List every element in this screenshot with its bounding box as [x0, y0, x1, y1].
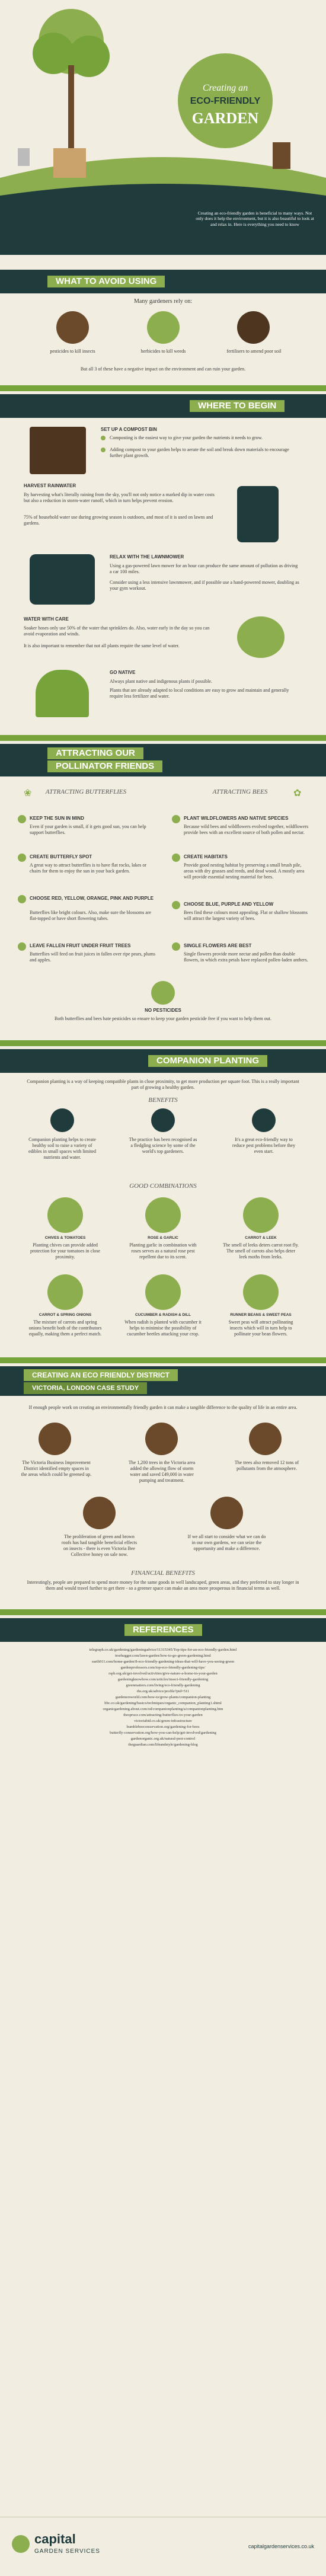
reference: organicgardening.about.com/od/companionplanting/a/companionplanting.htm [103, 1707, 223, 1711]
district-band [0, 1366, 326, 1396]
avoid-band [0, 270, 326, 293]
grass-divider [0, 1609, 326, 1615]
compost-text-2: Adding compost to your garden helps to aerate the soil and break down materials to encourage further plant growth. [110, 447, 289, 458]
colour-icon [172, 901, 180, 909]
colour-icon [18, 895, 26, 903]
rain-barrel-illustration [237, 486, 279, 542]
care-text-2: It is also important to remember that not all plants require the same level of water. [24, 643, 180, 648]
district-header-1: CREATING AN ECO FRIENDLY DISTRICT [24, 1369, 178, 1381]
habitat-icon [172, 854, 180, 862]
rose-garlic-icon [145, 1197, 181, 1233]
lawnmower-illustration [30, 554, 95, 605]
companion-band [0, 1049, 326, 1073]
title-line-1: Creating an [202, 83, 248, 93]
bee-tip-title: SINGLE FLOWERS ARE BEST [184, 943, 252, 948]
care-text-1: Soaker hoses only use 50% of the water that sprinklers do. Also, water early in the day so you can avoid evaporation and winds. [24, 625, 210, 637]
hose-illustration [237, 616, 285, 658]
district-fact: The trees also removed 12 tons of pollutants from the atmosphere. [234, 1460, 299, 1471]
brand-tagline: GARDEN SERVICES [34, 2548, 100, 2555]
butterfly-tip-text: A great way to attract butterflies is to have flat rocks, lakes or chairs for them to enjoy the sun in your back garden. [30, 862, 147, 874]
grass-divider [0, 1040, 326, 1046]
combo-text: Sweet peas will attract pollinating insects which will in turn help to pollinate your bean flowers. [228, 1319, 293, 1337]
bean-pea-icon [243, 1274, 279, 1310]
empty-space-icon [39, 1423, 71, 1455]
title-line-3: GARDEN [191, 110, 259, 127]
compost-illustration [30, 427, 86, 474]
reference: treehugger.com/lawn-garden/how-to-go-green-gardening.html [115, 1654, 211, 1658]
rock-icon [18, 854, 26, 862]
relax-text-1: Using a gas-powered lawn mower for an hour can produce the same amount of pollution as driving a car 100 miles. [110, 563, 298, 574]
bullet-icon [101, 448, 106, 452]
reference: earth911.com/home-garden/8-eco-friendly-gardening-ideas-that-will-have-you-seeing-green [92, 1660, 234, 1664]
reference: bumblebeeconservation.org/gardening-for-bees [126, 1725, 200, 1729]
care-title: WATER WITH CARE [24, 616, 69, 622]
combo-title: CHIVES & TOMATOES [44, 1236, 86, 1240]
district-fact: The proliferation of green and brown roofs has had tangible beneficial effects on insects - there is even Victoria Bee Collective honey on sale now. [61, 1534, 138, 1557]
financial-title: FINANCIAL BENEFITS [131, 1570, 195, 1577]
relax-title: RELAX WITH THE LAWNMOWER [110, 554, 184, 560]
combo-text: Planting garlic in combination with roses serves as a natural rose pest repellent due to its scent. [129, 1242, 197, 1260]
begin-band [0, 394, 326, 418]
chives-tomatoes-icon [47, 1197, 83, 1233]
reference: telegraph.co.uk/gardening/gardeningadvice/11315345/Top-tips-for-an-eco-friendly-garden.html [89, 1648, 237, 1652]
leaf-logo-icon [12, 2535, 30, 2553]
bee-icon: ✿ [293, 788, 302, 798]
bee-hive-icon [83, 1497, 116, 1529]
avoid-header: WHAT TO AVOID USING [47, 276, 165, 287]
combo-title: CUCUMBER & RADISH & DILL [135, 1313, 191, 1317]
native-plants-illustration [36, 670, 89, 717]
cucumber-radish-icon [145, 1274, 181, 1310]
soil-icon [237, 311, 270, 344]
reference: thespruce.com/attracting-butterflies-to-your-garden [123, 1713, 203, 1717]
financial-text: Interestingly, people are prepared to spend more money for the same goods in well landscaped, green areas, and they preferred to stay longer in them and would travel further to get there - so a greener space can make an area more prosperous in financial terms as well. [27, 1580, 299, 1591]
rain-text-1: By harvesting what's literally raining from the sky, you'll not only notice a marked dip in water costs but also a reduction in storm-water runoff, which in turn helps prevent erosion. [24, 492, 215, 503]
butterfly-tip-title: CHOOSE RED, YELLOW, ORANGE, PINK AND PURPLE [30, 896, 154, 901]
combo-text: Planting chives can provide added protection for your tomatoes in close proximity. [30, 1242, 100, 1260]
butterfly-tip-text: Butterflies will feed on fruit juices in fallen over ripe pears, plums and apples. [30, 951, 155, 963]
bee-tip-title: CHOOSE BLUE, PURPLE AND YELLOW [184, 902, 274, 907]
bee-tip-title: CREATE HABITATS [184, 854, 228, 859]
bee-tip-text: Because wild bees and wildflowers evolved together, wildflowers provide bees with an excellent source of both pollen and nectar. [184, 824, 309, 835]
butterfly-tip-text: Butterflies like bright colours. Also, make sure the blossoms are flat-topped or have short flowering tubes. [30, 910, 152, 921]
bee-tip-text: Single flowers provide more nectar and pollen than double flowers, in which extra petals have replaced pollen-laden anthers. [184, 951, 308, 963]
reference: victoriabid.co.uk/green-infrastructure [134, 1719, 192, 1723]
hands-globe-icon [210, 1497, 243, 1529]
benefit-icon [151, 1108, 175, 1132]
benefit-icon [50, 1108, 74, 1132]
good-combinations-title: GOOD COMBINATIONS [129, 1182, 197, 1190]
begin-header: WHERE TO BEGIN [190, 400, 285, 412]
combo-text: When radish is planted with cucumber it helps to minimise the possibility of cucumber beetles attacking your crop. [124, 1319, 202, 1337]
references-header: REFERENCES [124, 1624, 202, 1636]
relax-text-2: Consider using a less intensive lawnmower, and if possible use a hand-powered mower, doubling as your gym workout. [110, 580, 299, 591]
butterfly-tip-title: KEEP THE SUN IN MIND [30, 816, 84, 821]
no-pesticides-title: NO PESTICIDES [145, 1008, 181, 1013]
combo-title: ROSE & GARLIC [148, 1236, 178, 1240]
district-intro: If enough people work on creating an environmentally friendly garden it can make a tangible difference to the quality of life in an entire area. [28, 1405, 298, 1410]
bees-column-title: ATTRACTING BEES [212, 788, 268, 795]
avoid-lead: Many gardeners rely on: [133, 298, 193, 305]
pollinators-header-1: ATTRACTING OUR [47, 747, 143, 759]
companion-intro: Companion planting is a way of keeping compatible plants in close proximity, to get more production per square foot. This is a really important part of growing a healthy garden. [27, 1079, 299, 1090]
avoid-item-1: pesticides to kill insects [50, 349, 95, 354]
no-pesticides-icon [151, 981, 175, 1005]
bullet-icon [101, 436, 106, 440]
reference: rspb.org.uk/get-involved/activities/give-nature-a-home-in-your-garden [108, 1671, 218, 1676]
rain-text-2: 75% of household water use during growing season is outdoors, and most of it is used on lawns and gardens. [24, 514, 213, 526]
pollutants-icon [249, 1423, 282, 1455]
website-link[interactable]: capitalgardenservices.co.uk [248, 2543, 314, 2549]
carrot-leek-icon [243, 1197, 279, 1233]
benefit-icon [252, 1108, 276, 1132]
flower-icon [172, 942, 180, 951]
native-title: GO NATIVE [110, 670, 136, 675]
references-band [0, 1618, 326, 1642]
district-header-2: VICTORIA, LONDON CASE STUDY [24, 1382, 147, 1394]
avoid-footer: But all 3 of these have a negative impact on the environment and can ruin your garden. [80, 366, 246, 372]
benefit-text: The practice has been recognised as a fledgling science by some of the world's top gardeners. [129, 1137, 197, 1154]
butterfly-tip-title: LEAVE FALLEN FRUIT UNDER FRUIT TREES [30, 943, 131, 948]
benefit-text: Companion planting helps to create healthy soil to raise a variety of edibles in small spaces with limited nutrients and water. [28, 1137, 96, 1160]
compost-text-1: Composting is the easiest way to give your garden the nutrients it needs to grow. [110, 435, 263, 440]
grass-divider [0, 735, 326, 741]
bee-tip-title: PLANT WILDFLOWERS AND NATIVE SPECIES [184, 816, 289, 821]
reference: gardenorganic.org.uk/natural-pest-control [130, 1737, 196, 1741]
native-text-2: Plants that are already adapted to local conditions are easy to grow and maintain and generally require less fertilizer and water. [110, 688, 289, 699]
brand-name: capital [34, 2532, 76, 2546]
wildflower-icon [172, 815, 180, 823]
reference: bbc.co.uk/gardening/basics/techniques/organic_companion_planting1.shtml [104, 1701, 222, 1705]
hero [0, 0, 326, 255]
pollinators-band [0, 744, 326, 776]
reference: gardeningknowhow.com/articles/insect-friendly-gardening [117, 1677, 209, 1682]
pesticide-bottle-icon [56, 311, 89, 344]
bee-tip-text: Provide good nesting habitat by preserving a small brush pile, areas with dry grasses and reeds, and dead wood. A mostly area will provide essential nesting material for bees. [184, 862, 305, 880]
reference: rhs.org.uk/advice/profile?pid=511 [136, 1689, 190, 1693]
sun-icon [18, 815, 26, 823]
butterflies-column-title: ATTRACTING BUTTERFLIES [45, 788, 127, 795]
tree-icon [145, 1423, 178, 1455]
grass-divider [0, 1357, 326, 1363]
compost-title: SET UP A COMPOST BIN [101, 427, 157, 432]
district-fact: The 1,200 trees in the Victoria area added the allowing flow of storm water and saved £49,000 in water pumping and treatment. [128, 1460, 196, 1483]
butterfly-tip-text: Even if your garden is small, if it gets good sun, you can help support butterflies. [30, 824, 146, 835]
combo-text: The smell of leeks deters carrot root fly. The smell of carrots also helps deter leek moths from leeks. [223, 1242, 299, 1260]
weeds-icon [147, 311, 180, 344]
title-line-2: ECO-FRIENDLY [190, 96, 261, 106]
combo-title: CARROT & LEEK [245, 1236, 277, 1240]
reference: butterfly-conservation.org/how-you-can-help/get-involved/gardening [110, 1731, 216, 1735]
combo-title: RUNNER BEANS & SWEET PEAS [230, 1313, 292, 1317]
fruit-icon [18, 942, 26, 951]
bee-tip-text: Bees find these colours most appealing. Flat or shallow blossoms will attract the largest variety of bees. [184, 910, 308, 921]
district-fact: If we all start to consider what we can do in our own gardens, we can seize the opportunity and make a difference. [187, 1534, 266, 1551]
native-text-1: Always plant native and indigenous plants if possible. [110, 679, 212, 684]
companion-header: COMPANION PLANTING [148, 1055, 267, 1067]
reference: greenmatters.com/living/eco-friendly-gardening [126, 1683, 200, 1687]
reference: theguardian.com/lifeandstyle/gardening-blog [128, 1743, 198, 1747]
hero-intro: Creating an eco-friendly garden is beneficial to many ways. Not only does it help the environment, but it is also beautiful to look at and relax in. Here is everything you need to know [196, 210, 314, 227]
footer [0, 2517, 326, 2576]
butterfly-icon: ❀ [24, 788, 32, 798]
combo-title: CARROT & SPRING ONIONS [39, 1313, 92, 1317]
avoid-item-2: herbicides to kill weeds [140, 349, 186, 354]
avoid-item-3: fertilisers to amend poor soil [226, 349, 282, 354]
grass-divider [0, 385, 326, 391]
reference: gardenersworld.com/how-to/grow-plants/companion-planting [115, 1695, 211, 1699]
butterfly-tip-title: CREATE BUTTERFLY SPOT [30, 854, 92, 859]
district-fact: The Victoria Business Improvement District identified empty spaces in the areas which could be greened up. [21, 1460, 92, 1477]
reference: gardenprofessors.com/top-eco-friendly-gardening-tips/ [120, 1666, 206, 1670]
benefit-text: It's a great eco-friendly way to reduce pest problems before they even start. [232, 1137, 296, 1154]
pollinators-header-2: POLLINATOR FRIENDS [47, 760, 162, 772]
carrot-onion-icon [47, 1274, 83, 1310]
rain-title: HARVEST RAINWATER [24, 483, 76, 488]
benefits-title: BENEFITS [148, 1097, 178, 1104]
no-pesticides-text: Both butterflies and bees hate pesticides so ensure to keep your garden pesticide free if you want to help them out. [55, 1016, 271, 1021]
combo-text: The mixture of carrots and spring onions benefit both of the contributors equally, making them a perfect match. [28, 1319, 102, 1337]
